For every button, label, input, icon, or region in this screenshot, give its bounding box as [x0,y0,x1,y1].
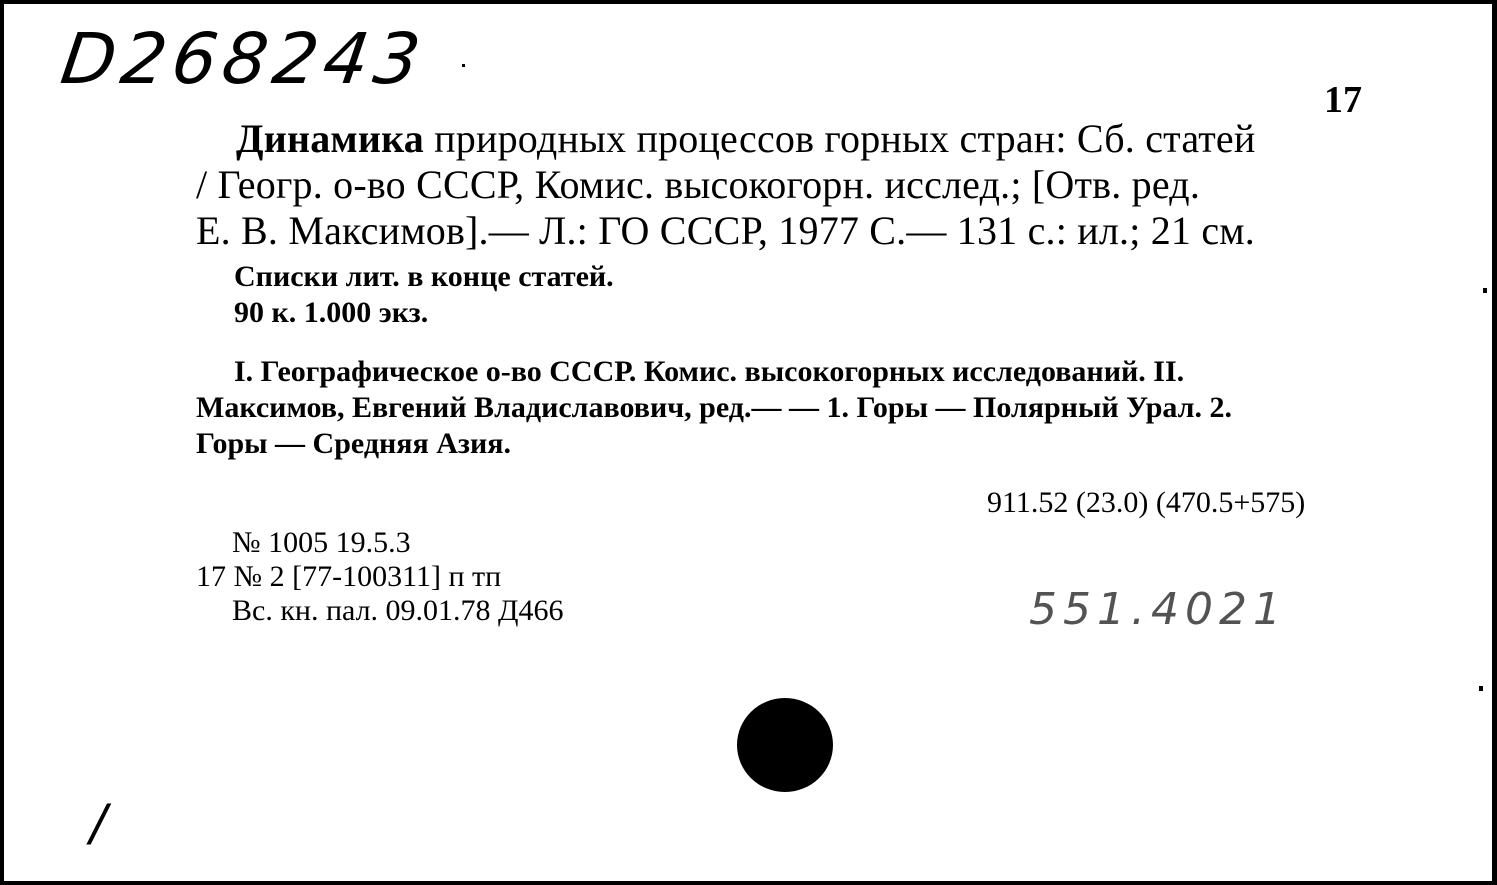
tracings-block [196,354,1376,462]
punch-hole [737,698,833,792]
print-info-line-3: Вс. кн. пал. 09.01.78 Д466 [232,594,564,627]
title-line-3: Е. В. Максимов].— Л.: ГО СССР, 1977 С.— 131 с.: ил.; 21 см. [196,208,1255,253]
title-lead-word: Динамика [236,116,424,161]
notes-block [234,259,614,331]
classification-code: 911.52 (23.0) (470.5+575) [987,486,1306,519]
print-info-block [196,526,564,628]
speck-mark [1483,288,1487,293]
udc-stamp-handwritten: 551.4021 [1029,584,1287,635]
note-price-copies: 90 к. 1.000 экз. [234,296,429,329]
handwritten-tick-mark: / [90,794,107,852]
speck-mark [1479,686,1483,691]
title-line-1-rest: природных процессов горных стран: Сб. статей [423,116,1256,161]
title-line-1 [196,116,1376,162]
shelf-code-handwritten: D268243 [56,18,431,100]
tracing-line-2: Максимов, Евгений Владиславович, ред.— — 1. Горы — Полярный Урал. 2. [196,391,1233,424]
note-bibliography: Списки лит. в конце статей. [234,260,614,293]
tracing-line-1: I. Географическое о-во СССР. Комис. высокогорных исследований. II. [234,355,1185,388]
page-number: 17 [1324,79,1362,121]
title-line-2: / Геогр. о-во СССР, Комис. высокогорн. исслед.; [Отв. ред. [196,162,1201,207]
print-info-line-1: № 1005 19.5.3 [232,526,411,559]
speck-mark [462,64,465,67]
tracing-line-3: Горы — Средняя Азия. [196,427,511,460]
print-info-line-2: 17 № 2 [77-100311] п тп [196,560,502,593]
bibliographic-title-block [196,116,1376,254]
